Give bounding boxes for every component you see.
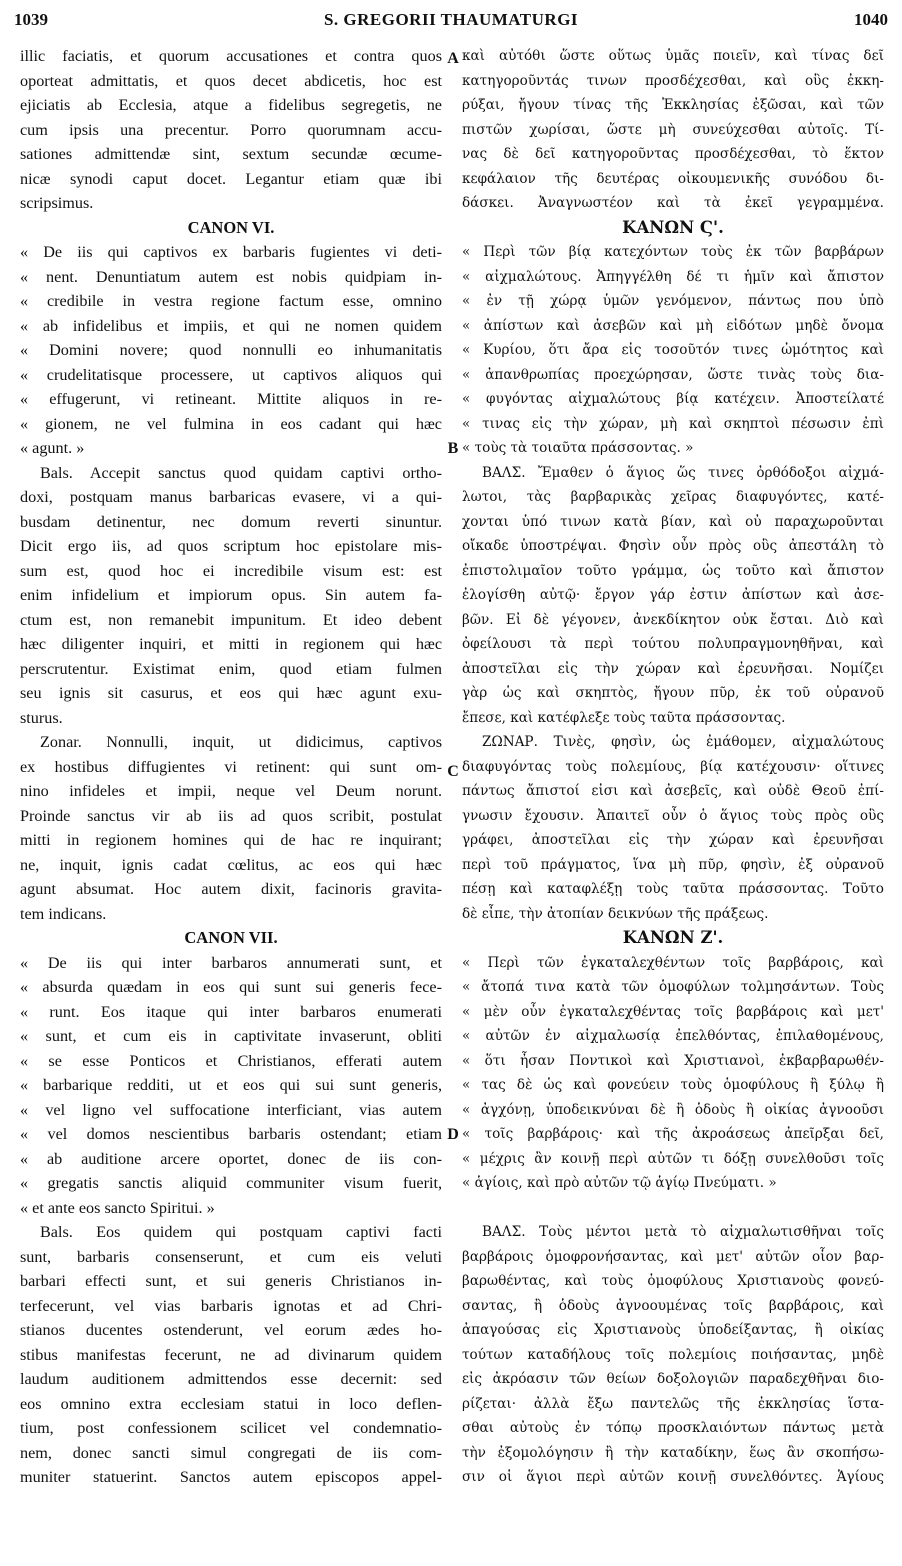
latin-line: « nent. Denuntiatum autem est nobis quidpiam in- — [20, 267, 442, 286]
running-title: S. GREGORII THAUMATURGI — [323, 10, 579, 29]
greek-line: σθαι αὐτοὺς ἐν τόπῳ προσκλαιόντων πάντως μετὰ — [462, 1420, 884, 1436]
greek-line: εἰς ἀκρόασιν τῶν θείων δοξολογιῶν παραδεχθῆναι διο- — [462, 1371, 884, 1387]
latin-line: « gregatis sanctis aliquid communiter visum fuerit, — [20, 1174, 442, 1192]
latin-line: doxi, postquam manus barbaricas evasere, vi a qui- — [20, 488, 442, 506]
latin-heading: CANON VII. — [184, 928, 278, 947]
greek-line: « ὅτι ἦσαν Ποντικοὶ καὶ Χριστιανοὶ, ἐκβαρβαρωθέν- — [462, 1052, 884, 1069]
latin-line: « credibile in vestra regione factum esse, omnino — [20, 292, 442, 310]
latin-line: nem, donec sancti simul congregati de iis com- — [20, 1443, 442, 1462]
latin-line: tem indicans. — [20, 904, 107, 923]
latin-line: ex hostibus diffugientes vi retinent: qui sunt om- — [20, 757, 442, 776]
page-number-left: 1039 — [14, 10, 48, 29]
greek-line: περὶ τοῦ πράγματος, ἵνα μὴ πῦρ, φησὶν, ἐξ οὐρανοῦ — [462, 856, 884, 873]
greek-line: « αὐτῶν ἐν αἰχμαλωσίᾳ ἐπελθόντας, ἐπιλαθομένους, — [462, 1028, 884, 1044]
latin-line: « Domini novere; quod nonnulli eo inhumanitatis — [20, 341, 442, 359]
latin-line: agunt absumat. Hoc autem dixit, facinoris gravita- — [20, 880, 442, 898]
greek-line: « ἀπίστων καὶ ἀσεβῶν καὶ μὴ εἰδότων μηδὲ ὄνομα — [462, 317, 884, 334]
greek-line: δὲ εἶπε, τὴν ἀτοπίαν δεικνύων τῆς πράξεως. — [462, 905, 769, 922]
greek-line: οἴκαδε ὑποστρέψαι. Φησὶν οὖν πρὸς οὓς ἀπεστάλη τὸ — [462, 538, 884, 554]
latin-column — [20, 44, 442, 1490]
greek-line: διαφυγόντας τοὺς πολεμίους, βίᾳ κατέχουσιν· οἵτινες — [462, 758, 884, 775]
latin-line: cum ipsis una precentur. Porro quorumnam accu- — [20, 120, 442, 139]
greek-line: ἀποστεῖλαι εἰς τὴν χώραν καὶ ἐρευνῆσαι. Νομίζει — [462, 660, 884, 677]
latin-line: stibus manifestas fecerunt, ne ad divinarum quidem — [20, 1345, 442, 1364]
latin-line: Bals. Eos quidem qui postquam captivi facti — [40, 1223, 442, 1241]
latin-line: « vel ligno vel suffocatione interficiant, vias autem — [20, 1100, 442, 1119]
greek-line: ἐλογίσθη αὐτῷ· ἔργον γάρ ἐστιν ἀπίστων καὶ ἀσε- — [462, 587, 884, 603]
greek-line: νας δὲ δεῖ κατηγοροῦντας προσδέχεσθαι, τὸ ἕκτον — [462, 146, 884, 162]
latin-line: « barbarique redditi, ut et eos qui sui sunt generis, — [20, 1076, 442, 1094]
greek-line: « φυγόντας αἰχμαλώτους βίᾳ κατέχειν. Ἀποστείλατέ — [462, 391, 884, 407]
greek-line: « Περὶ τῶν ἐγκαταλεχθέντων τοῖς βαρβάροις, καὶ — [462, 954, 884, 971]
latin-line: sum est, quod hoc ei incredibile visum est: est — [20, 561, 442, 580]
greek-line: σιν οἱ ἅγιοι περὶ αὐτῶν κοινῇ συνελθόντες. Ἁγίους — [462, 1469, 884, 1485]
greek-line: « Περὶ τῶν βίᾳ κατεχόντων τοὺς ἐκ τῶν βαρβάρων — [462, 244, 884, 260]
running-header — [14, 10, 888, 38]
latin-line: « effugerunt, vi retineant. Mittite aliquos in re- — [20, 390, 442, 408]
greek-line: κατηγοροῦντάς τινων προσδέχεσθαι, καὶ οὓς ἐκκη- — [462, 72, 884, 89]
latin-line: « se esse Ponticos et Christianos, efferati autem — [20, 1051, 442, 1070]
greek-line: ὀφείλουσι τὰ περὶ τούτου πολυπραγμονηθῆναι, καὶ — [462, 636, 884, 652]
margin-letter-a: A — [447, 50, 459, 67]
greek-line: ΖΩΝΑΡ. Τινὲς, φησὶν, ὡς ἐμάθομεν, αἰχμαλώτους — [482, 734, 884, 750]
latin-line: « et ante eos sancto Spiritui. » — [20, 1198, 215, 1217]
latin-line: « sunt, et cum eis in captivitate invaserunt, obliti — [20, 1027, 442, 1045]
greek-line: ρύξαι, ἤγουν τίνας τῆς Ἐκκλησίας ἐξῶσαι, καὶ τῶν — [462, 97, 884, 113]
greek-line: « αἰχμαλώτους. Ἀπηγγέλθη δέ τι ἡμῖν καὶ ἄπιστον — [462, 268, 884, 285]
latin-line: stianos ducentes ostenderunt, vel eorum ædes ho- — [20, 1321, 442, 1339]
latin-line: Proinde sanctus vir ab iis ad quos scribit, postulat — [20, 806, 442, 825]
greek-line: καὶ αὐτόθι ὥστε οὕτως ὑμᾶς ποιεῖν, καὶ τίνας δεῖ — [462, 48, 884, 64]
greek-line: ἔπεσε, καὶ κατέφλεξε τοὺς ταῦτα πράσσοντας. — [462, 709, 786, 726]
greek-line: « τοὺς τὰ τοιαῦτα πράσσοντας. » — [462, 440, 694, 456]
greek-line: γὰρ ὡς καὶ σκηπτὸς, ἤγουν πῦρ, ἐκ τοῦ οὐρανοῦ — [462, 685, 884, 701]
latin-line: ejiciatis ab Ecclesia, atque a fidelibus segregetis, ne — [20, 96, 442, 114]
greek-line: βαρβάροις ὁμοφρονήσαντας, καὶ μετ' αὐτῶν οἷον βαρ- — [462, 1248, 884, 1265]
latin-line: laudum auditionem admittendos esse decernit: sed — [20, 1370, 442, 1388]
latin-line: tium, post confessionem scilicet vel condemnatio- — [20, 1419, 442, 1437]
latin-line: Zonar. Nonnulli, inquit, ut didicimus, captivos — [40, 733, 442, 751]
latin-line: scripsimus. — [20, 194, 94, 212]
latin-line: sationes admittendæ sint, sextum secundæ œcume- — [20, 145, 442, 163]
latin-line: sturus. — [20, 708, 63, 727]
latin-line: nicæ synodi caput docet. Legantur etiam quæ ibi — [20, 169, 442, 188]
greek-line: « τας δὲ ὡς καὶ φονεύειν τοὺς ὁμοφύλους ἢ ξύλῳ ἢ — [462, 1077, 884, 1093]
latin-line: oporteat admittatis, et quos decet abdicetis, hoc est — [20, 71, 442, 90]
greek-line — [462, 1196, 884, 1221]
page-number-right: 1040 — [854, 10, 888, 29]
margin-letter-b: B — [447, 440, 459, 457]
greek-line: σαντας, ἢ ὁδοὺς ἀγνοουμένας τοῖς βαρβάροις, καὶ — [462, 1297, 884, 1314]
greek-line: πέσῃ καὶ καταφλέξῃ τοὺς ταῦτα πράσσοντας. Τοῦτο — [462, 881, 884, 897]
latin-line: « absurda quædam in eos qui sunt sui generis fece- — [20, 978, 442, 996]
margin-letter-c: C — [447, 763, 459, 780]
latin-line: « ab auditione arcere oportet, donec de iis con- — [20, 1149, 442, 1168]
greek-line: τούτων καταδήλους τοῖς πολεμίοις ποιήσαντας, μηδὲ — [462, 1346, 884, 1363]
latin-line: Bals. Accepit sanctus quod quidam captivi ortho- — [40, 463, 442, 482]
greek-line: ΒΑΛΣ. Τοὺς μέντοι μετὰ τὸ αἰχμαλωτισθῆναι τοῖς — [482, 1224, 884, 1240]
latin-line: eos omnino extra ecclesiam statui in loco deflen- — [20, 1394, 442, 1413]
greek-line: « ἄτοπά τινα κατὰ τῶν ὁμοφύλων τολμησάντων. Τοὺς — [462, 979, 884, 995]
greek-line: χονται ὑπό τινων κατὰ βίαν, καὶ οὐ παραχωροῦνται — [462, 513, 884, 530]
latin-line: terfecerunt, vel vias barbaris ignotas et ad Chri- — [20, 1296, 442, 1315]
latin-line: illic faciatis, et quorum accusationes et contra quos — [20, 47, 442, 65]
latin-line: hæc diligenter inquiri, et mitti in regionem qui hæc — [20, 635, 442, 653]
latin-line: « vel domos nescientibus barbaris ostendant; etiam — [20, 1125, 442, 1143]
latin-line: busdam detinentur, nec domum reverti sinuntur. — [20, 512, 442, 531]
greek-line: βῶν. Εἰ δὲ γέγονεν, ἀνεκδίκητον οὐκ ἔσται. Διὸ καὶ — [462, 611, 884, 628]
greek-line: « ἐν τῇ χώρᾳ ὑμῶν γενόμενον, πάντως που ὑπὸ — [462, 293, 884, 309]
latin-line: ne, inquit, ignis cadat cœlitus, ac eos qui hæc — [20, 855, 442, 874]
greek-line: « μὲν οὖν ἐγκαταλεχθέντας τοῖς βαρβάροις καὶ μετ' — [462, 1003, 884, 1020]
margin-letter-d: D — [447, 1126, 459, 1143]
greek-heading: ΚΑΝΩΝ Ϛ'. — [622, 217, 724, 237]
latin-line: sunt, barbaris consenserunt, et cum eis veluti — [20, 1247, 442, 1266]
latin-line: « De iis qui captivos ex barbaris fugientes vi deti- — [20, 243, 442, 261]
latin-line: muniter statuerint. Sanctos autem episcopos appel- — [20, 1468, 442, 1486]
greek-line: γράφει, ἀποστεῖλαι εἰς τὴν χώραν καὶ ἐρευνῆσαι — [462, 832, 884, 848]
latin-line: barbari effecti sunt, et sui generis Christianos in- — [20, 1272, 442, 1290]
greek-line: πιστῶν χωρίσαι, ὥστε μὴ συνεύχεσθαι αὐτοῖς. Τί- — [462, 121, 884, 138]
greek-line: τὴν ἐξομολόγησιν ἢ τὴν καταδίκην, ἕως ἂν σκοπήσω- — [462, 1444, 884, 1461]
greek-line: « ἀγχόνῃ, ὑποδεικνύναι δὲ ἢ ὁδοὺς ἢ οἰκίας ἀγνοοῦσι — [462, 1101, 884, 1118]
greek-line: ἀπαγούσας εἰς Χριστιανοὺς ὑποδείξαντας, ἢ οἰκίας — [462, 1322, 884, 1338]
latin-line: « gionem, ne vel fulmina in eos cadant qui hæc — [20, 414, 442, 433]
latin-line: perscrutentur. Existimat enim, quod etiam fulmen — [20, 659, 442, 678]
greek-line: ΒΑΛΣ. Ἔμαθεν ὁ ἅγιος ὥς τινες ὀρθόδοξοι αἰχμά- — [482, 464, 884, 481]
greek-line: βαρωθέντας, καὶ τοὺς ὁμοφύλους Χριστιανοὺς φονεύ- — [462, 1273, 884, 1289]
latin-line: mitti in regionem homines qui de hac re inquirant; — [20, 831, 442, 849]
greek-line: γνωσιν ἔχουσιν. Ἀπαιτεῖ οὖν ὁ ἅγιος τοὺς πρὸς οὓς — [462, 807, 884, 824]
greek-column — [462, 44, 884, 1490]
latin-line: « ab infidelibus et impiis, et qui ne nomen quidem — [20, 316, 442, 335]
greek-heading: ΚΑΝΩΝ Ζ'. — [622, 928, 724, 947]
greek-line: κεφάλαιον τῆς δευτέρας οἰκουμενικῆς συνόδου δι- — [462, 170, 884, 187]
greek-line: « ἀπανθρωπίας προεχώρησαν, ὥστε τινὰς τοὺς δια- — [462, 366, 884, 383]
latin-line: Dicit ergo iis, ad quos scriptum hoc epistolare mis- — [20, 537, 442, 555]
greek-line: πάντως ἄπιστοί εἰσι καὶ ἀσεβεῖς, καὶ οὐδὲ Θεοῦ ἐπί- — [462, 783, 884, 799]
latin-line: « runt. Eos itaque qui inter barbaros enumerati — [20, 1002, 442, 1021]
greek-line: « Κυρίου, ὅτι ἄρα εἰς τοσοῦτόν τινες ὠμότητος καὶ — [462, 342, 884, 358]
latin-line: ctum est, non remanebit impunitum. Et ideo debent — [20, 610, 442, 629]
latin-line: seu ignis sit casurus, et eos qui hæc agunt exu- — [20, 684, 442, 702]
latin-line: « De iis qui inter barbaros annumerati sunt, et — [20, 953, 442, 972]
greek-line: « μέχρις ἂν κοινῇ περὶ αὐτῶν τι δόξῃ συνελθοῦσι τοῖς — [462, 1150, 884, 1167]
latin-line: enim infidelium et impiorum opus. Sin autem fa- — [20, 586, 442, 604]
greek-line: « τινας εἰς τὴν χώραν, μὴ καὶ σκηπτοὶ πέσωσιν ἐπὶ — [462, 415, 884, 432]
latin-heading: CANON VI. — [187, 217, 275, 237]
latin-line: « crudelitatisque processere, ut captivos aliquos qui — [20, 365, 442, 384]
latin-line: « agunt. » — [20, 439, 85, 457]
greek-line: ρίζεται· ἀλλὰ ἔξω παντελῶς τῆς ἐκκλησίας ἵστα- — [462, 1395, 884, 1412]
greek-line: δάσκει. Ἀναγνωστέον καὶ τὰ ἐκεῖ γεγραμμένα. — [462, 195, 884, 211]
greek-line: λωτοι, τὰς βαρβαρικὰς χεῖρας διαφυγόντες, κατέ- — [462, 489, 884, 505]
latin-line: nino infideles et impii, neque vel Deum norunt. — [20, 782, 442, 800]
greek-line: ἐπιστολιμαῖον τοῦτο γράμμα, ὡς τοῦτο καὶ ἄπιστον — [462, 562, 884, 579]
greek-line: « τοῖς βαρβάροις· καὶ τῆς ἀκροάσεως ἀπεῖρξαι δεῖ, — [462, 1126, 884, 1142]
greek-line: « ἁγίοις, καὶ πρὸ αὐτῶν τῷ ἁγίῳ Πνεύματι. » — [462, 1175, 777, 1191]
